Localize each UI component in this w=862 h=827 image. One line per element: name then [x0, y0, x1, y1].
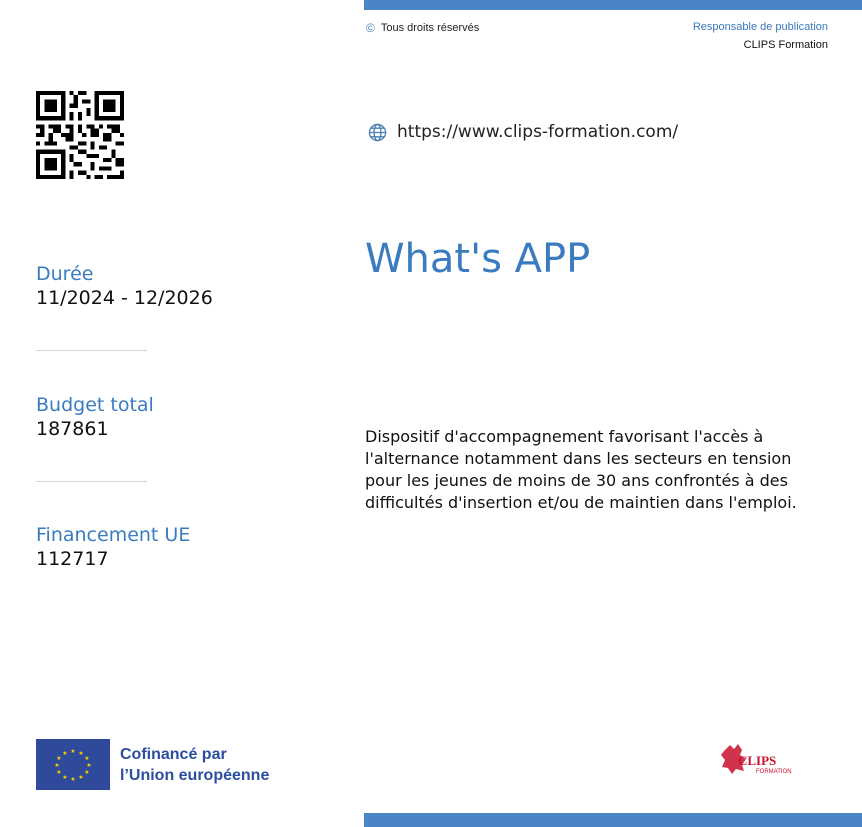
funding-label: Financement UE: [36, 524, 191, 546]
publisher-info: [693, 21, 828, 51]
svg-text:★: ★: [56, 769, 62, 776]
website-url[interactable]: https://www.clips-formation.com/: [397, 122, 679, 142]
eu-line1: Cofinancé par: [120, 745, 227, 763]
divider: [36, 350, 147, 351]
budget-value: 187861: [36, 418, 109, 440]
eu-flag-icon: [36, 739, 110, 790]
project-description: Dispositif d'accompagnement favorisant l'accès à l'alternance notamment dans les secteurs en tension pour les jeunes de moins de 30 ans confrontés à des difficultés d'insertion et/ou de maintien dans l'emploi.: [365, 427, 797, 512]
svg-text:★: ★: [78, 750, 84, 757]
website-link[interactable]: [368, 122, 678, 142]
svg-text:★: ★: [84, 769, 90, 776]
top-accent-bar: [364, 0, 862, 10]
svg-text:★: ★: [84, 755, 90, 762]
svg-text:★: ★: [62, 750, 68, 757]
svg-text:★: ★: [86, 762, 92, 769]
svg-text:★: ★: [70, 776, 76, 783]
publisher-name: CLIPS Formation: [743, 39, 828, 51]
svg-text:★: ★: [70, 748, 76, 755]
funding-value: 112717: [36, 548, 109, 570]
bottom-accent-bar: [364, 813, 862, 827]
svg-text:★: ★: [56, 755, 62, 762]
project-title: What's APP: [365, 236, 591, 282]
clips-formation-logo: [720, 741, 800, 777]
qr-code[interactable]: [36, 91, 124, 179]
eu-cofunding-text: [120, 744, 269, 786]
svg-text:★: ★: [78, 774, 84, 781]
logo-sub: FORMATION: [756, 769, 792, 775]
copyright-text: Tous droits réservés: [380, 22, 480, 34]
publisher-label: Responsable de publication: [692, 21, 828, 33]
duration-label: Durée: [36, 263, 94, 285]
duration-block: [36, 263, 213, 309]
duration-value: 11/2024 - 12/2026: [36, 287, 213, 309]
svg-text:★: ★: [62, 774, 68, 781]
eu-line2: l’Union européenne: [120, 766, 270, 784]
svg-text:★: ★: [54, 762, 60, 769]
budget-block: [36, 394, 154, 440]
divider: [36, 481, 147, 482]
eu-cofunding-badge: [36, 739, 269, 790]
logo-text: CLIPS: [738, 753, 777, 768]
funding-block: [36, 524, 190, 570]
globe-icon: [368, 123, 387, 142]
copyright-icon: ©: [366, 21, 375, 35]
copyright-notice: [366, 21, 479, 35]
budget-label: Budget total: [36, 394, 154, 416]
